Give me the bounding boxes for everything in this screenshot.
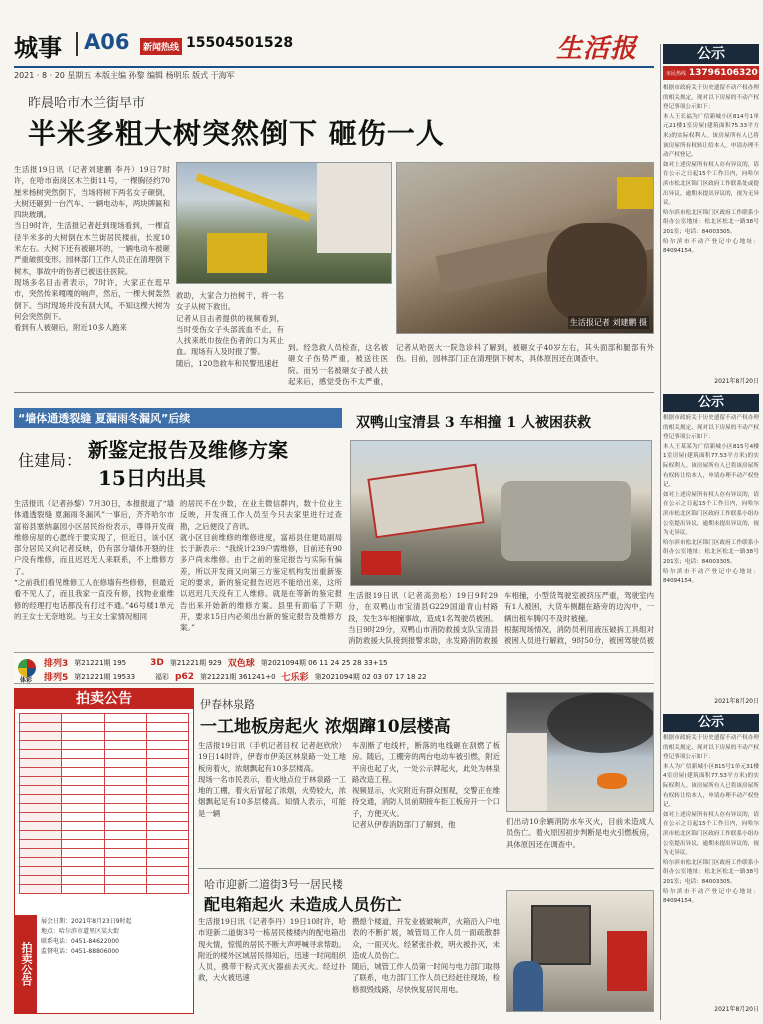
auction-table-cell: [20, 732, 62, 741]
auction-table-cell: [62, 750, 104, 759]
auction-table-cell: [146, 831, 188, 840]
auction-table-row: [20, 768, 189, 777]
story-tree-col4: 记者从哈医大一院急诊科了解到，被砸女子40岁左右，其头面部和腿部有外伤。目前，园林部门正在清理倒下树木，具体原因还在调查中。: [396, 343, 654, 364]
notice-block-2: [663, 414, 759, 710]
auction-table-row: [20, 840, 189, 849]
housing-col2: 的居民不在少数，在业主微信群内，数十位业主反映，开发商工作人员至今只去家里进行过查勘，之后便没了音讯。 就小区目前维修的维修进度，富裕县住建局副局长于新表示：“我统计239户需维修，目前还有90多户尚未维修。由于之前的鉴定报告与实际有偏差，所以开发商又向第三方鉴定机构发出重新鉴定的要求，新的鉴定报告迟迟不能给出来，这所以迟迟几天没有工人维修。就是在等新的鉴定报告出来开始新的维修方案。县里有面临了下期开，要求15日内必须出台新的鉴定报告及维修方案。”: [180, 499, 342, 633]
auction-column: [14, 688, 194, 1014]
lottery-issue-qlc: 第2021094期 02 03 07 17 18 22: [314, 672, 427, 681]
overturned-truck: [367, 464, 484, 539]
auction-table-cell: [62, 876, 104, 885]
auction-table-cell: [104, 741, 146, 750]
lottery-game-pl3: 排列3: [44, 659, 69, 669]
auction-table-cell: [146, 777, 188, 786]
auction-table-cell: [20, 831, 62, 840]
lottery-issue-3d: 第21221期 929: [169, 658, 222, 667]
divider-1: [14, 392, 654, 393]
auction-table-cell: [62, 741, 104, 750]
auction-table-cell: [20, 858, 62, 867]
auction-table-cell: [20, 849, 62, 858]
notice-block-3-title: 公示: [663, 714, 759, 732]
story-fire-kicker: 伊春林泉路: [200, 698, 255, 711]
tree-photo-crane: [176, 162, 392, 284]
auction-table-row: [20, 885, 189, 894]
housing-agency: 住建局：: [18, 451, 83, 470]
auction-table-cell: [20, 804, 62, 813]
auction-table-cell: [146, 858, 188, 867]
auction-table-cell: [62, 768, 104, 777]
housing-headline-l1: 新鉴定报告及维修方案: [88, 438, 288, 462]
story-tree-col1: 生活报19日讯（记者刘建鹏 李丹）19日7时许，在哈市南岗区木兰街11号，一棵胸径约70厘米杨树突然倒下，当场将树下两名女子砸倒，大树还砸到一台汽车、一辆电动车，两块牌匾和四块玻璃。 当日9时许，生活报记者赶到现场看到，一棵直径半米多的大树倒在木兰街居民楼前，长度10米左右。大树下还有被砸坏的，一辆电动车被砸严重破损变形。园林部门工作人员正在清理倒下树木，事故中的伤者已被送往医院。 现场多名目击者表示，7时许，大家正在逛早市，突然传来嘎嘎的响声，然后，一棵大树轰然倒下。当时现场并没有刮大风，不知这棵大树为何会突然倒下。 看到有人被砸后，附近10多人跑来: [14, 165, 170, 333]
notice-block-2-title: 公示: [663, 394, 759, 412]
auction-table-cell: [62, 777, 104, 786]
tree-photo-fallen: [396, 162, 654, 334]
auction-table-cell: [62, 723, 104, 732]
story-electric-col1: 生活报19日讯（记者李丹）19日10时许，哈市迎新二道街3号一栋居民楼楼内的配电箱出现火情，惊慌的居民不断大声呼喊寻求帮助。 附近的楼外区域居民得知后，迅速一时间组织人员，携带干粉式灭火器前去灭火。经过扑救，大火被迅速: [198, 917, 346, 983]
auction-table-cell: [62, 813, 104, 822]
lottery-game-qlc: 七乐彩: [281, 673, 309, 683]
notice-block-date: 2021年8月20日: [714, 1006, 759, 1013]
lottery-game-pl5: 排列5: [44, 673, 69, 683]
photo-credit: 生活报记者 刘建鹏 摄: [569, 318, 647, 327]
auction-table-row: [20, 867, 189, 876]
auction-table-cell: [20, 822, 62, 831]
notice-block-body: 根据市政府关于历史遗留不动产权办理的相关规定，现对以下房屋的不动产权登记事项公示如下： 本人王长福为广信新城小区814号1单元21楼1室房屋(建筑面积75.33平方米)的实际权利人。该房屋所有人已将该房屋所有权转让给本人，申请办理不动产权登记。 如对上述房屋所有权人存有异议的，请在公示之日起15个工作日内，向哈尔滨市松北区锦门区政府工作联系处或提出异议，逾期未提出异议的，视为无异议。 哈尔滨市松北区锦门区政府工作联系小组办公室地址：松北区松北一路38号201室；电话：84003305。 哈尔滨市不动产登记中心地址：84094154。: [663, 85, 759, 255]
auction-table-cell: [20, 714, 62, 723]
auction-table-row: [20, 858, 189, 867]
auction-footer-line: 展会日期：2021年8月23日9时起: [41, 918, 132, 925]
auction-table-cell: [104, 750, 146, 759]
auction-table-cell: [20, 876, 62, 885]
auction-table-cell: [104, 804, 146, 813]
crash-col2: 车相撞，小型货驾驶室被挤压严重，驾驶室内有1人被困，大货车侧翻在路旁的边沟中，一辆出租车腾闪不及时被撞。 根据现场情况，消防员利用液压破拆工具组对被困人员进行解救，9时50分，被困驾驶员被: [504, 591, 654, 646]
lottery-welfare-label: 福彩: [155, 672, 170, 681]
auction-table-cell: [146, 867, 188, 876]
masthead-rule: [14, 66, 654, 68]
person-silhouette: [513, 961, 543, 1011]
auction-footer-line: 监督电话：0451-88806000: [41, 948, 119, 955]
notice-phone-bar: [663, 66, 759, 80]
crane-arm: [196, 173, 311, 222]
auction-table-cell: [62, 759, 104, 768]
building-facade: [317, 163, 392, 253]
auction-table-cell: [104, 759, 146, 768]
red-crates: [361, 551, 401, 575]
story-electric-headline: 配电箱起火 未造成人员伤亡: [204, 895, 402, 914]
lottery-game-3d: 3D: [150, 657, 164, 668]
auction-table-cell: [104, 786, 146, 795]
brand-logo: 生活报: [556, 34, 638, 64]
wrecked-cab: [501, 481, 631, 561]
story-electric: [198, 870, 654, 1014]
auction-table-cell: [104, 813, 146, 822]
lottery-game-ssq: 双色球: [227, 659, 255, 669]
auction-table-row: [20, 822, 189, 831]
auction-table-cell: [104, 777, 146, 786]
housing-col1: 生活报讯（记者孙黎）7月30日，本报报道了“墙体通透裂缝 夏漏雨冬漏风”一事后，齐齐哈尔市富裕县塞纳嘉园小区居民纷纷表示，尊得开发商维修房屋的心愿终于要实现了，但近日，该小区部分居民又向记者反映，仍有部分墙体开裂的住户没有维修，而且迟迟无人来联系，不上维修方了。 “之前我们看见维修工人在修墙有些修修，但最近看不见人了，而且我家一直没有修，找物业重维修的经理打电话都没有打过不通。”46号楼1单元的王女士无奈地说。与王女士家情况相同: [14, 499, 174, 621]
auction-table-cell: [104, 885, 146, 894]
auction-table-cell: [104, 732, 146, 741]
auction-table-cell: [104, 831, 146, 840]
auction-table-cell: [62, 804, 104, 813]
lottery-issue-p62: 第21221期 361241+0: [200, 672, 276, 681]
auction-table-cell: [62, 885, 104, 894]
auction-table-row: [20, 876, 189, 885]
auction-table-cell: [20, 813, 62, 822]
story-electric-kicker: 哈市迎新二道街3号一居民楼: [204, 878, 343, 891]
notice-block-date: 2021年8月20日: [714, 698, 759, 705]
auction-table-row: [20, 777, 189, 786]
auction-table-row: [20, 723, 189, 732]
auction-table-row: [20, 804, 189, 813]
divider-2: [198, 868, 654, 869]
fire-photo: [506, 692, 654, 812]
auction-table-row: [20, 714, 189, 723]
auction-table-cell: [104, 795, 146, 804]
notice-block-3: [663, 734, 759, 1018]
story-tree-col2: 救助，大家合力抬树干，将一名女子从树下救出。 记者从目击者提供的视频看到，当时受伤女子头部流血不止，有人找来纸巾按住伤者的口为其止血。现场有人及时报了警。 随后，120急救车和民警迅速赶: [176, 291, 284, 368]
lottery-row-1: [44, 656, 387, 669]
auction-table-cell: [104, 714, 146, 723]
auction-table-cell: [146, 876, 188, 885]
auction-footer-line: 联系电话：0451-84622000: [41, 938, 119, 945]
section-name: 城事: [14, 34, 62, 62]
auction-table-row: [20, 849, 189, 858]
auction-table-cell: [146, 804, 188, 813]
auction-table-cell: [20, 795, 62, 804]
auction-table-cell: [104, 840, 146, 849]
auction-table-cell: [146, 840, 188, 849]
auction-table-cell: [146, 813, 188, 822]
masthead: [0, 0, 763, 82]
meter-box: [531, 905, 591, 965]
crash-photo: [350, 440, 652, 586]
auction-table-cell: [20, 786, 62, 795]
story-fire-col3: 们出动10余辆消防水车灭火，目前未造成人员伤亡。着火原因初步判断是电火引燃板房，具体原因还在调查中。: [506, 817, 654, 849]
auction-table-cell: [20, 768, 62, 777]
auction-table-cell: [62, 732, 104, 741]
auction-table-cell: [104, 768, 146, 777]
crash-headline: 双鸭山宝清县 3 车相撞 1 人被困获救: [356, 415, 591, 431]
story-fire-col1: 生活报19日讯（手机记者目权 记者赵欣欣）19日14时许，伊春市伊美区林泉路一处工地板房着火，浓烟飘起有10多层楼高。 现场一名市民表示，着火地点位于林泉路一工地的工棚，着火后冒起了浓烟，火势较大，浓烟飘起足有10多层楼高。知情人表示，可能是一辆: [198, 741, 346, 818]
red-sign: [607, 931, 647, 991]
auction-table-grid: [19, 713, 189, 894]
auction-table-row: [20, 831, 189, 840]
auction-side-label: 拍卖公告: [15, 915, 37, 1013]
auction-table-cell: [146, 750, 188, 759]
auction-title: 拍卖公告: [15, 689, 193, 709]
lottery-band: [14, 652, 654, 684]
lottery-issue-pl3: 第21221期 195: [74, 658, 127, 667]
story-fire-col2: 车刮断了电线杆，断落的电线砸在刮燃了板房。随后，工棚旁的两台电动车被引燃，附近平房也起了火，一处公示牌起火，此处为林泉路改造工程。 视频显示，火灾附近有群众围观，交警正在维持交通，消防人员前期接车拒工板房开一个口子，方便灭火。 记者从伊春消防部门了解到，他: [352, 741, 500, 830]
lottery-sports-label: 体彩: [20, 677, 33, 684]
lottery-game-p62: p62: [175, 671, 194, 682]
auction-table-cell: [146, 795, 188, 804]
lottery-issue-ssq: 第2021094期 06 11 24 25 28 33+15: [260, 658, 388, 667]
notice-block-body: 根据市政府关于历史遗留不动产权办理的相关规定，现对以下房屋的不动产权登记事项公示如下： 本人王某某为广信新城小区815号4楼1室房屋(建筑面积77.53平方米)的实际权利人。该房屋所有人已将该房屋所有权转让给本人，申请办理不动产权登记。 如对上述房屋所有权人存有异议的，请在公示之日起15个工作日内，向哈尔滨市松北区锦门区政府工作联系小组办公室提出异议，逾期未提出异议的，视为无异议。 哈尔滨市松北区锦门区政府工作联系小组办公室地址：松北区松北一路38号201室；电话：84003305。 哈尔滨市不动产登记中心地址：84094154。: [663, 415, 759, 585]
dateline: 2021 · 8 · 20 星期五 本版主编 孙黎 编辑 杨明乐 版式 于海军: [14, 71, 235, 80]
auction-table-cell: [62, 840, 104, 849]
auction-table-cell: [146, 732, 188, 741]
auction-table-cell: [146, 723, 188, 732]
auction-table-cell: [104, 867, 146, 876]
auction-table-cell: [20, 885, 62, 894]
story-tree-headline: 半米多粗大树突然倒下 砸伤一人: [28, 117, 445, 150]
auction-table: [19, 713, 189, 909]
flames: [597, 773, 627, 789]
auction-table-cell: [146, 885, 188, 894]
auction-table-cell: [146, 786, 188, 795]
story-housing: [14, 394, 342, 650]
auction-table-row: [20, 795, 189, 804]
notice-block-1: [663, 84, 759, 390]
auction-table-cell: [104, 723, 146, 732]
auction-table-cell: [104, 858, 146, 867]
auction-table-row: [20, 750, 189, 759]
auction-table-cell: [104, 822, 146, 831]
auction-table-cell: [146, 822, 188, 831]
notice-block-date: 2021年8月20日: [714, 378, 759, 385]
auction-table-cell: [146, 741, 188, 750]
notice-phone-number: 13796106320: [688, 68, 758, 78]
notice-column: [660, 44, 760, 1020]
roots-mass: [547, 223, 647, 323]
auction-table-cell: [62, 867, 104, 876]
story-tree-kicker: 昨晨哈市木兰街早市: [28, 96, 146, 111]
yellow-truck: [617, 177, 653, 209]
auction-table-cell: [20, 723, 62, 732]
auction-table-cell: [20, 840, 62, 849]
auction-table-row: [20, 786, 189, 795]
auction-table-cell: [20, 867, 62, 876]
auction-table-cell: [20, 741, 62, 750]
auction-table-row: [20, 741, 189, 750]
auction-table-cell: [62, 858, 104, 867]
notice-block-body: 根据市政府关于历史遗留不动产权办理的相关规定，现对以下房屋的不动产权登记事项公示如下： 本人为广信新城小区815号1单元31楼4室房屋(建筑面积77.53平方米)的实际权利人。该房屋所有人已将该房屋所有权转让给本人，申请办理不动产权登记。 如对上述房屋所有权人存有异议的，请在公示之日起15个工作日内，向哈尔滨市松北区锦门区政府工作联系小组办公室提出异议，逾期未提出异议的，视为无异议。 哈尔滨市松北区锦门区政府工作联系小组办公室地址：松北区松北一路38号201室；电话：84003305。 哈尔滨市不动产登记中心地址：84094154。: [663, 735, 759, 905]
section-divider: [76, 32, 78, 56]
auction-footer: [41, 917, 191, 957]
story-fire-headline: 一工地板房起火 浓烟蹿10层楼高: [200, 717, 451, 737]
story-fire: [198, 688, 654, 866]
auction-table-cell: [146, 768, 188, 777]
story-crash: [348, 394, 654, 650]
lottery-issue-pl5: 第21221期 19533: [74, 672, 136, 681]
story-electric-col2: 攒熄个楼道，开发业被破响声，火箱沿入户电表的不断扩展，城管局工作人员一面疏散群众，一面灭火。经紧张扑救，明火被扑灭，未造成人员伤亡。 随后，城管工作人员第一时间与电力部门取得了联系，电力部门工作人员已经赶往现场，检修损毁线路，尽快恢复居民用电。: [352, 917, 500, 994]
story-tree: [14, 84, 654, 389]
crash-col1: 生活报19日讯（记者高劲松）19日9时29分，在双鸭山市宝清县G229国道青山村路段，发生3车相撞事故，造成1名驾驶员被困。 当日9时29分，双鸭山市消防救援支队宝清县消防救援大队接到报警求助，永发路消防救援: [348, 591, 498, 646]
auction-table-cell: [104, 849, 146, 858]
auction-table-row: [20, 732, 189, 741]
story-tree-col3: 到。经急救人员检查，这名被砸女子伤势严重，被送往医院。而另一名被砸女子被人扶起来后，感觉受伤不太严重，: [288, 343, 388, 386]
lottery-row-2: [44, 670, 427, 683]
page-number: A06: [84, 30, 130, 54]
auction-table-cell: [146, 759, 188, 768]
auction-table-row: [20, 813, 189, 822]
auction-table-cell: [20, 750, 62, 759]
auction-table-row: [20, 759, 189, 768]
hotline-label: 新闻热线: [140, 38, 182, 55]
auction-table-cell: [146, 714, 188, 723]
notice-phone-label: 市民热线: [666, 71, 687, 77]
auction-table-cell: [62, 831, 104, 840]
truck-body: [207, 233, 267, 273]
auction-table-cell: [146, 849, 188, 858]
housing-headline-l2: 15日内出具: [98, 466, 206, 490]
smoke-plume: [547, 693, 654, 753]
auction-table-cell: [20, 777, 62, 786]
hotline-number: 15504501528: [186, 35, 294, 51]
auction-table-cell: [62, 714, 104, 723]
auction-table-cell: [62, 795, 104, 804]
auction-footer-line: 地点：哈尔滨市道里区某大街: [41, 928, 120, 935]
auction-table-cell: [62, 822, 104, 831]
auction-table-cell: [20, 759, 62, 768]
auction-table-cell: [62, 849, 104, 858]
housing-series-tag: “墙体通透裂缝 夏漏雨冬漏风”后续: [14, 408, 342, 428]
auction-table-cell: [62, 786, 104, 795]
building-left: [507, 733, 547, 812]
notice-header: 公示: [663, 44, 759, 64]
auction-table-cell: [104, 876, 146, 885]
electric-photo: [506, 890, 654, 1012]
